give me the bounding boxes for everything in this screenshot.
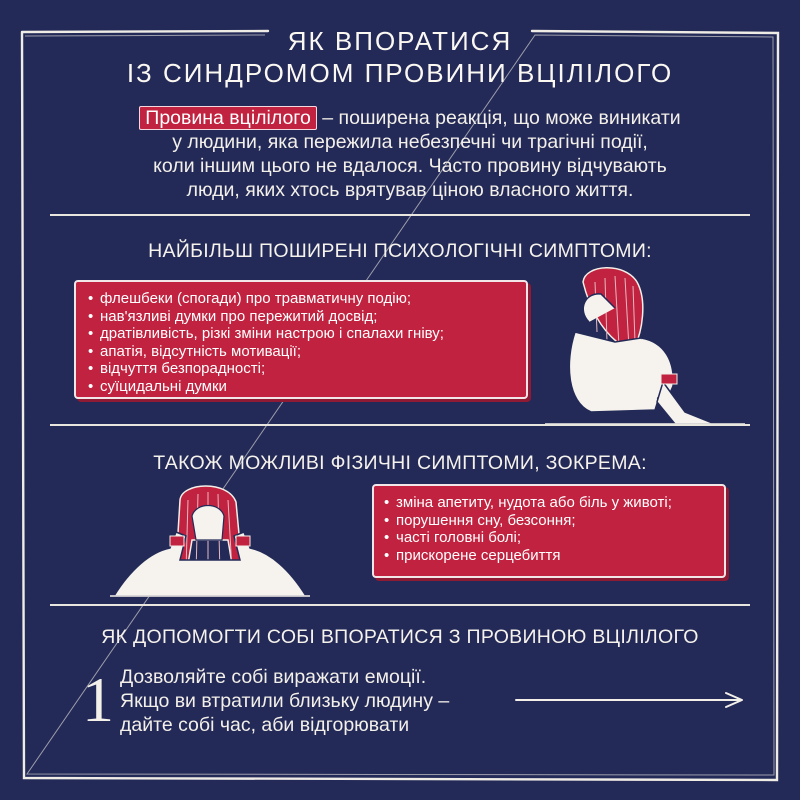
arrow-right-icon xyxy=(512,690,748,710)
page-title-line2: ІЗ СИНДРОМОМ ПРОВИНИ ВЦІЛІЛОГО xyxy=(126,58,674,88)
divider-2 xyxy=(50,424,750,426)
psych-heading: НАЙБІЛЬШ ПОШИРЕНІ ПСИХОЛОГІЧНІ СИМПТОМИ: xyxy=(148,240,652,262)
list-item: • апатія, відсутність мотивації; xyxy=(88,342,302,360)
step-text xyxy=(120,665,449,737)
step-line1: Дозволяйте собі виражати емоції. xyxy=(120,666,427,688)
intro-line3: коли іншим цього не вдалося. Часто провину відчувають xyxy=(153,155,667,177)
list-item: • прискорене серцебиття xyxy=(384,546,561,564)
page-title-line1: ЯК ВПОРАТИСЯ xyxy=(287,26,513,56)
intro-line1-rest: – поширена реакція, що може виникати xyxy=(316,107,681,129)
list-item: • суїцидальні думки xyxy=(88,377,227,395)
intro-highlight: Провина вцілілого xyxy=(139,106,317,130)
intro-line2: у людини, яка пережила небезпечні чи трагічні події, xyxy=(172,131,648,153)
step-line2: Якщо ви втратили близьку людину – xyxy=(120,690,450,712)
divider-1 xyxy=(50,214,750,216)
intro-line4: люди, яких хтось врятував ціною власного життя. xyxy=(186,179,634,201)
intro-line1 xyxy=(60,106,760,130)
sitting-woman-illustration xyxy=(545,262,745,432)
physical-heading: ТАКОЖ МОЖЛИВІ ФІЗИЧНІ СИМПТОМИ, ЗОКРЕМА: xyxy=(153,452,647,474)
physical-symptoms-list xyxy=(374,486,724,564)
step-line3: дайте собі час, аби відгорювати xyxy=(120,714,410,736)
help-heading: ЯК ДОПОМОГТИ СОБІ ВПОРАТИСЯ З ПРОВИНОЮ ВЦІЛІЛОГО xyxy=(101,626,699,648)
step-number: 1 xyxy=(82,664,114,735)
woman-holding-head-illustration xyxy=(110,480,310,598)
list-item: • порушення сну, безсоння; xyxy=(384,511,576,529)
list-item: • відчуття безпорадності; xyxy=(88,360,266,377)
list-item: • дратівливість, різкі зміни настрою і спалахи гніву; xyxy=(88,325,444,342)
divider-3 xyxy=(50,604,750,606)
list-item: • зміна апетиту, нудота або біль у животі; xyxy=(384,494,672,511)
list-item: • флешбеки (спогади) про травматичну подію; xyxy=(88,290,412,307)
list-item: • нав'язливі думки про пережитий досвід; xyxy=(88,307,378,325)
physical-symptoms-box xyxy=(372,484,726,578)
intro-paragraph xyxy=(60,106,760,202)
psych-symptoms-box xyxy=(74,280,528,399)
psych-symptoms-list xyxy=(76,282,526,395)
list-item: • часті головні болі; xyxy=(384,529,522,546)
